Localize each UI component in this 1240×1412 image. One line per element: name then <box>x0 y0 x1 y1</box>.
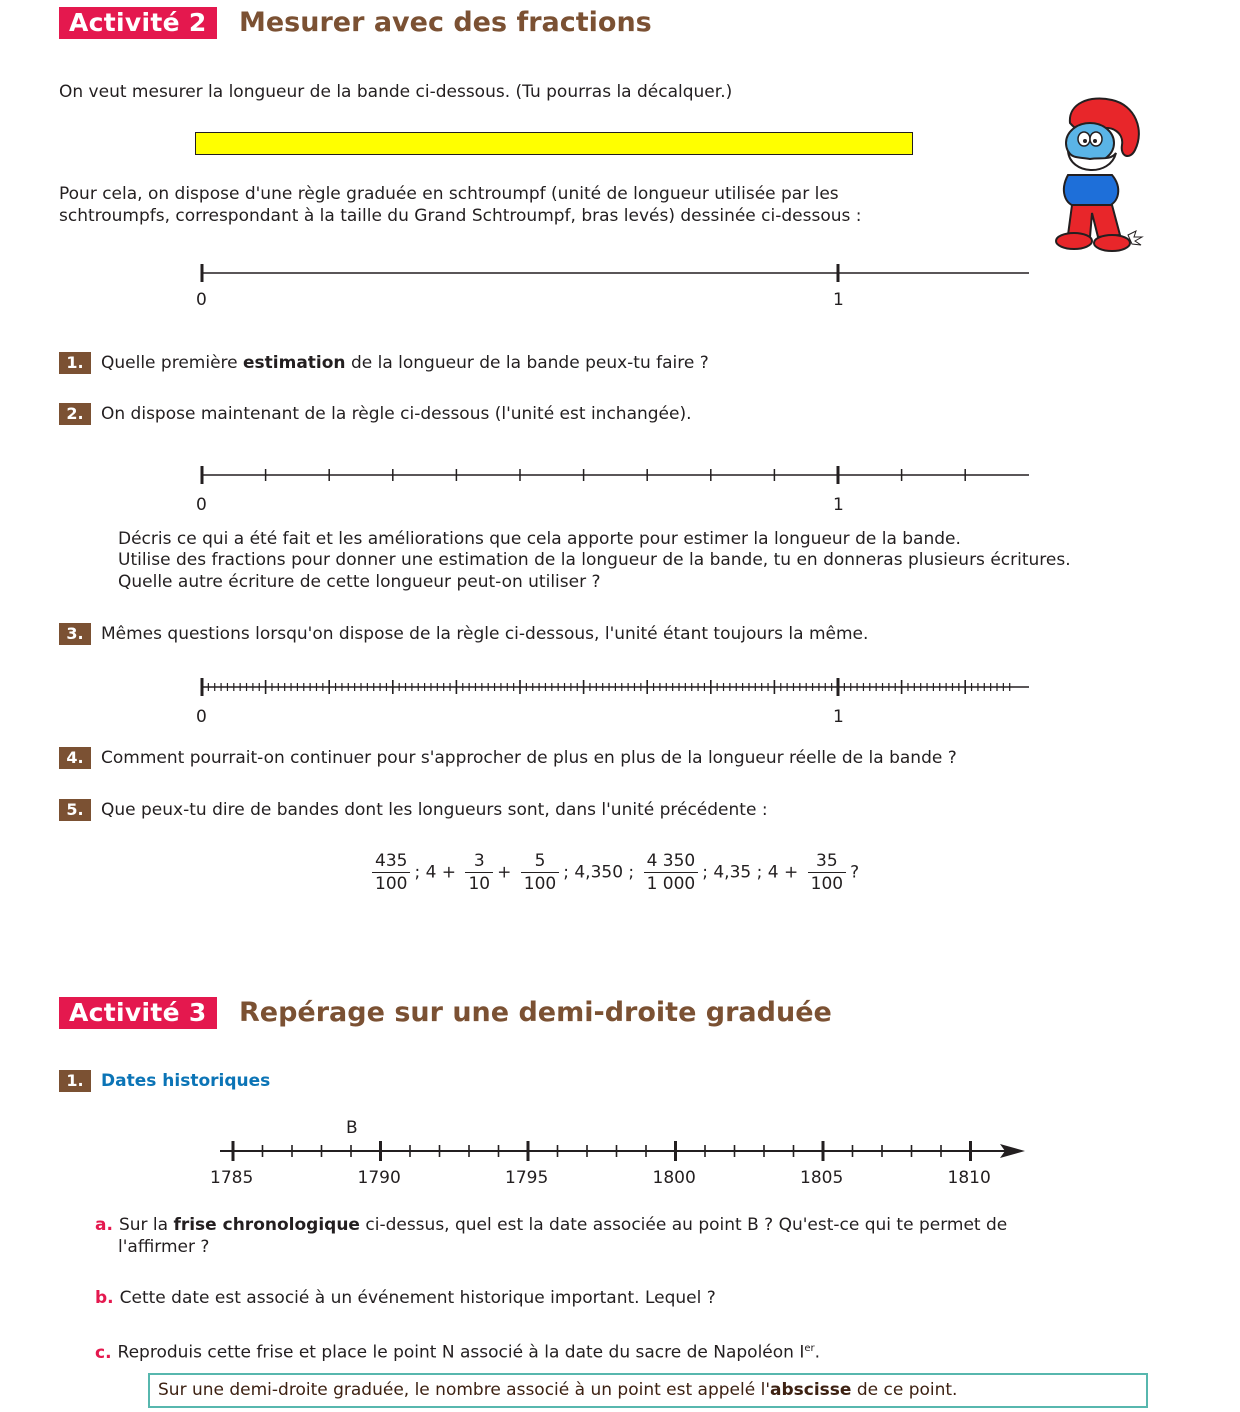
question-1-text: Quelle première estimation de la longueur de la bande peux-tu faire ? <box>101 353 709 373</box>
ruler-intro-line-1: Pour cela, on dispose d'une règle graduée en schtroumpf (unité de longueur utilisée par les <box>59 184 839 204</box>
frise-bold: frise chronologique <box>173 1215 360 1235</box>
question-3-text: Mêmes questions lorsqu'on dispose de la règle ci-dessous, l'unité étant toujours la même. <box>101 624 869 644</box>
ruler-3-label-one: 1 <box>833 707 844 727</box>
frieze-year-label: 1785 <box>210 1168 254 1188</box>
question-2-desc-1: Décris ce qui a été fait et les améliorations que cela apporte pour estimer la longueur de la bande. <box>118 529 961 549</box>
activity-2-title: Mesurer avec des fractions <box>239 7 652 38</box>
question-c: c. Reproduis cette frise et place le point N associé à la date du sacre de Napoléon Ier. <box>95 1342 821 1363</box>
activity-3-badge: Activité 3 <box>59 997 217 1029</box>
ruler-3-label-zero: 0 <box>196 707 207 727</box>
ruler-2-label-zero: 0 <box>196 495 207 515</box>
fraction-1: $\frac{435}{100}$ <box>372 850 410 895</box>
point-b-label: B <box>346 1118 358 1138</box>
question-5-badge: 5. <box>59 799 91 821</box>
question-1-badge: 1. <box>59 352 91 374</box>
section-1-badge: 1. <box>59 1070 91 1092</box>
question-2-desc-3: Quelle autre écriture de cette longueur peut-on utiliser ? <box>118 572 601 592</box>
ruler-intro-line-2: schtroumpfs, correspondant à la taille du Grand Schtroumpf, bras levés) dessinée ci-dessous : <box>59 206 862 226</box>
frieze-year-label: 1800 <box>652 1168 696 1188</box>
ruler-2-label-one: 1 <box>833 495 844 515</box>
frieze-year-label: 1795 <box>505 1168 549 1188</box>
fraction-5: $\frac{35}{100}$ <box>808 850 846 895</box>
question-5-text: Que peux-tu dire de bandes dont les longueurs sont, dans l'unité précédente : <box>101 800 768 820</box>
definition-box: Sur une demi-droite graduée, le nombre associé à un point est appelé l'abscisse de ce point. <box>148 1373 1148 1408</box>
activity-3-title: Repérage sur une demi-droite graduée <box>239 997 832 1028</box>
question-a-line-1: a. Sur la frise chronologique ci-dessus, quel est la date associée au point B ? Qu'est-ce qui te permet de <box>95 1215 1008 1235</box>
question-3-badge: 3. <box>59 623 91 645</box>
ruler-1-label-zero: 0 <box>196 290 207 310</box>
question-2-desc-2: Utilise des fractions pour donner une estimation de la longueur de la bande, tu en donneras plusieurs écritures. <box>118 550 1071 570</box>
question-2-badge: 2. <box>59 403 91 425</box>
question-4-text: Comment pourrait-on continuer pour s'approcher de plus en plus de la longueur réelle de la bande ? <box>101 748 957 768</box>
fraction-3: $\frac{5}{100}$ <box>521 850 559 895</box>
section-1-title: Dates historiques <box>101 1071 271 1091</box>
question-a-line-2: l'affirmer ? <box>118 1237 210 1257</box>
question-b: b. Cette date est associé à un événement historique important. Lequel ? <box>95 1288 716 1308</box>
frieze-year-label: 1805 <box>800 1168 844 1188</box>
question-2-text: On dispose maintenant de la règle ci-dessous (l'unité est inchangée). <box>101 404 692 424</box>
activity-2-badge: Activité 2 <box>59 7 217 39</box>
frieze-year-label: 1790 <box>357 1168 401 1188</box>
fraction-2: $\frac{3}{10}$ <box>465 850 493 895</box>
intro-text: On veut mesurer la longueur de la bande ci-dessous. (Tu pourras la décalquer.) <box>59 82 733 102</box>
question-4-badge: 4. <box>59 747 91 769</box>
estimation-bold: estimation <box>243 353 346 373</box>
frieze-year-label: 1810 <box>947 1168 991 1188</box>
ruler-1-label-one: 1 <box>833 290 844 310</box>
fraction-formula: $\frac{435}{100}$ ; 4 + $\frac{3}{10}$ + $\frac{5}{100}$ ; 4,350 ; $\frac{4 350}{1 000}$ ; 4,35 ; 4 + $\frac{35}{100}$ ? <box>368 850 859 895</box>
fraction-4: $\frac{4 350}{1 000}$ <box>644 850 699 895</box>
abscisse-bold: abscisse <box>770 1380 852 1400</box>
